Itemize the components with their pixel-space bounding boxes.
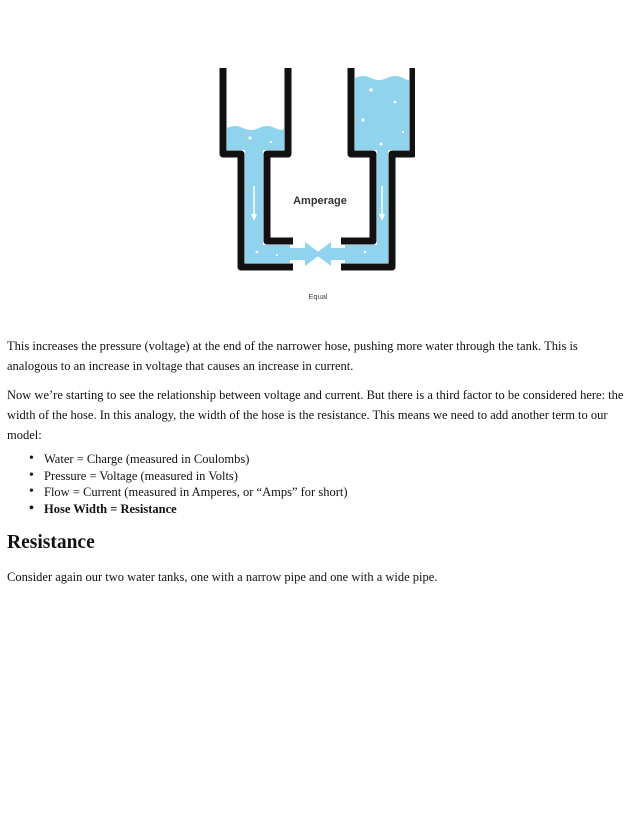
tank-diagram-svg (205, 62, 415, 308)
bullet-icon: • (29, 500, 34, 516)
paragraph-pressure: This increases the pressure (voltage) at the end of the narrower hose, pushing more water through the tank. This is analogous to an increase in voltage that causes an increase in current. (7, 339, 578, 373)
article-body (7, 336, 631, 587)
bullet-icon: • (29, 451, 34, 466)
right-tank (315, 68, 413, 267)
amperage-label: Amperage (293, 195, 347, 207)
equal-label: Equal (308, 292, 328, 301)
tank-diagram (205, 62, 415, 308)
bullet-icon: • (29, 467, 34, 483)
paragraph-closing: Consider again our two water tanks, one with a narrow pipe and one with a wide pipe. (7, 570, 438, 584)
analogy-list (7, 451, 631, 517)
paragraph-relationship: Now we’re starting to see the relationship between voltage and current. But there is a third factor to be considered here: the width of the hose. In this analogy, the width of the hose is the resistance. This means we need to add another term to our model: (7, 388, 624, 442)
list-item: • Water = Charge (measured in Coulombs) (29, 451, 250, 466)
left-tank (223, 68, 321, 267)
list-item: • Hose Width = Resistance (29, 500, 177, 516)
bullet-icon: • (29, 484, 34, 499)
section-heading: Resistance (7, 532, 95, 553)
list-item: • Pressure = Voltage (measured in Volts) (29, 467, 238, 483)
right-flow-arrow (315, 242, 345, 266)
list-item: • Flow = Current (measured in Amperes, or “Amps” for short) (29, 484, 348, 499)
left-tank-wall-right (267, 68, 293, 241)
